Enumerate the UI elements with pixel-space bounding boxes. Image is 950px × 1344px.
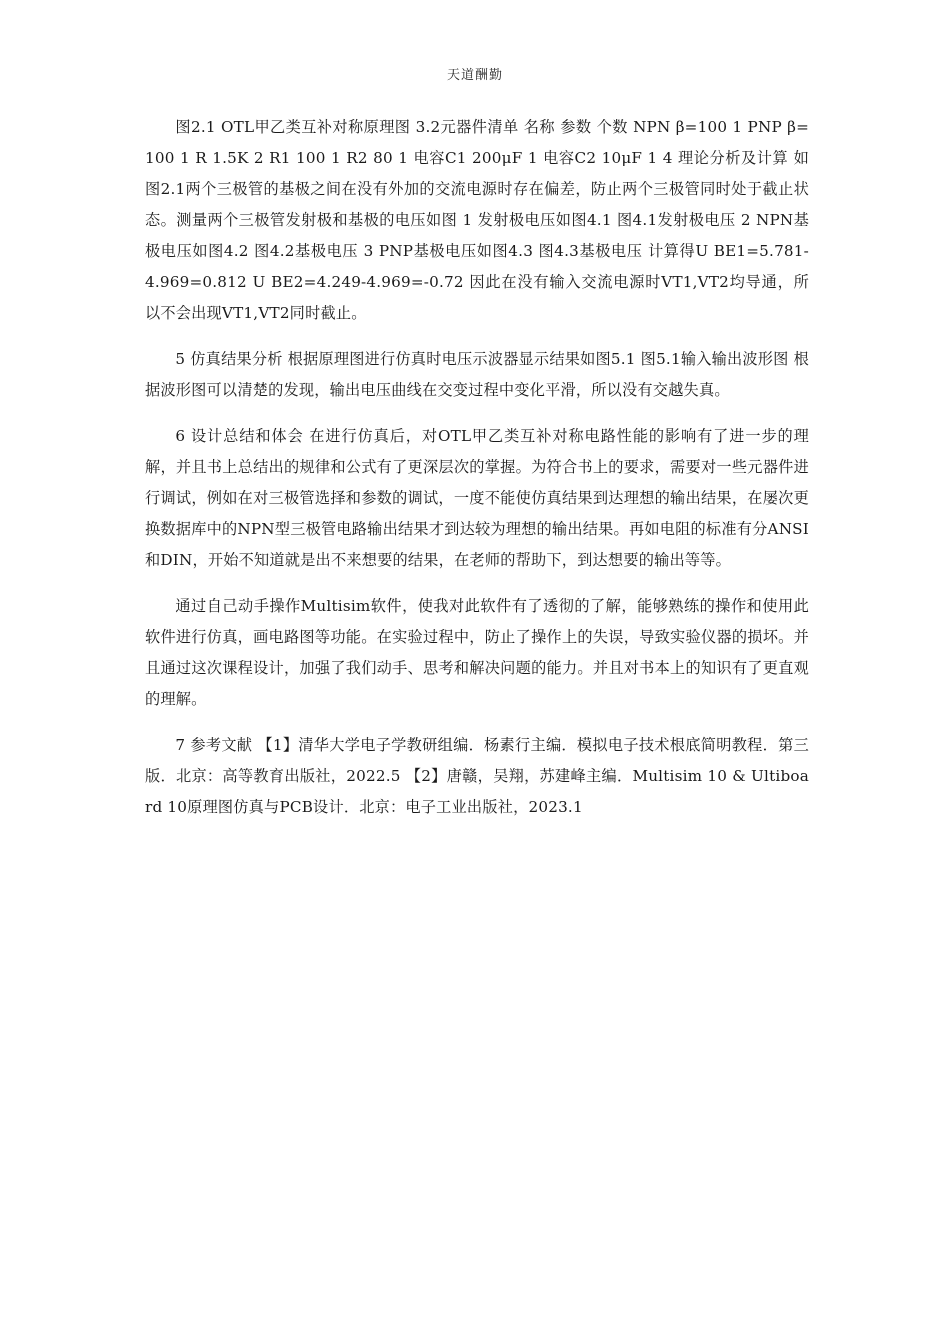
paragraph-analysis: 图2.1 OTL甲乙类互补对称原理图 3.2元器件清单 名称 参数 个数 NPN β=100 1 PNP β=100 1 R 1.5K 2 R1 100 1 R2 80 1 电容C1 200μF 1 电容C2 10μF 1 4 理论分析及计算 如图2.1两个三极管的基极之间在没有外加的交流电源时存在偏差，防止两个三极管同时处于截止状态。测量两个三极管发射极和基极的电压如图 1 发射极电压如图4.1 图4.1发射极电压 2 NPN基极电压如图4.2 图4.2基极电压 3 PNP基极电压如图4.3 图4.3基极电压 计算得U BE1=5.781-4.969=0.812 U BE2=4.249-4.969=-0.72 因此在没有输入交流电源时VT1,VT2均导通，所以不会出现VT1,VT2同时截止。 <box>145 118 809 322</box>
document-body <box>145 112 809 838</box>
paragraph-references: 7 参考文献 【1】清华大学电子学教研组编．杨素行主编．模拟电子技术根底简明教程．第三版．北京：高等教育出版社，2022.5 【2】唐赣，吴翔，苏建峰主编．Multisim 10 & Ultiboard 10原理图仿真与PCB设计．北京：电子工业出版社，2023.1 <box>145 736 809 816</box>
paragraph-simulation-results: 5 仿真结果分析 根据原理图进行仿真时电压示波器显示结果如图5.1 图5.1输入输出波形图 根据波形图可以清楚的发现，输出电压曲线在交变过程中变化平滑，所以没有交越失真。 <box>145 350 809 399</box>
page-header: 天道酬勤 <box>446 68 503 83</box>
paragraph-multisim-experience: 通过自己动手操作Multisim软件，使我对此软件有了透彻的了解，能够熟练的操作和使用此软件进行仿真，画电路图等功能。在实验过程中，防止了操作上的失误，导致实验仪器的损坏。并且通过这次课程设计，加强了我们动手、思考和解决问题的能力。并且对书本上的知识有了更直观的理解。 <box>145 597 809 708</box>
paragraph-design-summary: 6 设计总结和体会 在进行仿真后，对OTL甲乙类互补对称电路性能的影响有了进一步的理解，并且书上总结出的规律和公式有了更深层次的掌握。为符合书上的要求，需要对一些元器件进行调试，例如在对三极管选择和参数的调试，一度不能使仿真结果到达理想的输出结果，在屡次更换数据库中的NPN型三极管电路输出结果才到达较为理想的输出结果。再如电阻的标准有分ANSI和DIN，开始不知道就是出不来想要的结果，在老师的帮助下，到达想要的输出等等。 <box>145 427 809 569</box>
